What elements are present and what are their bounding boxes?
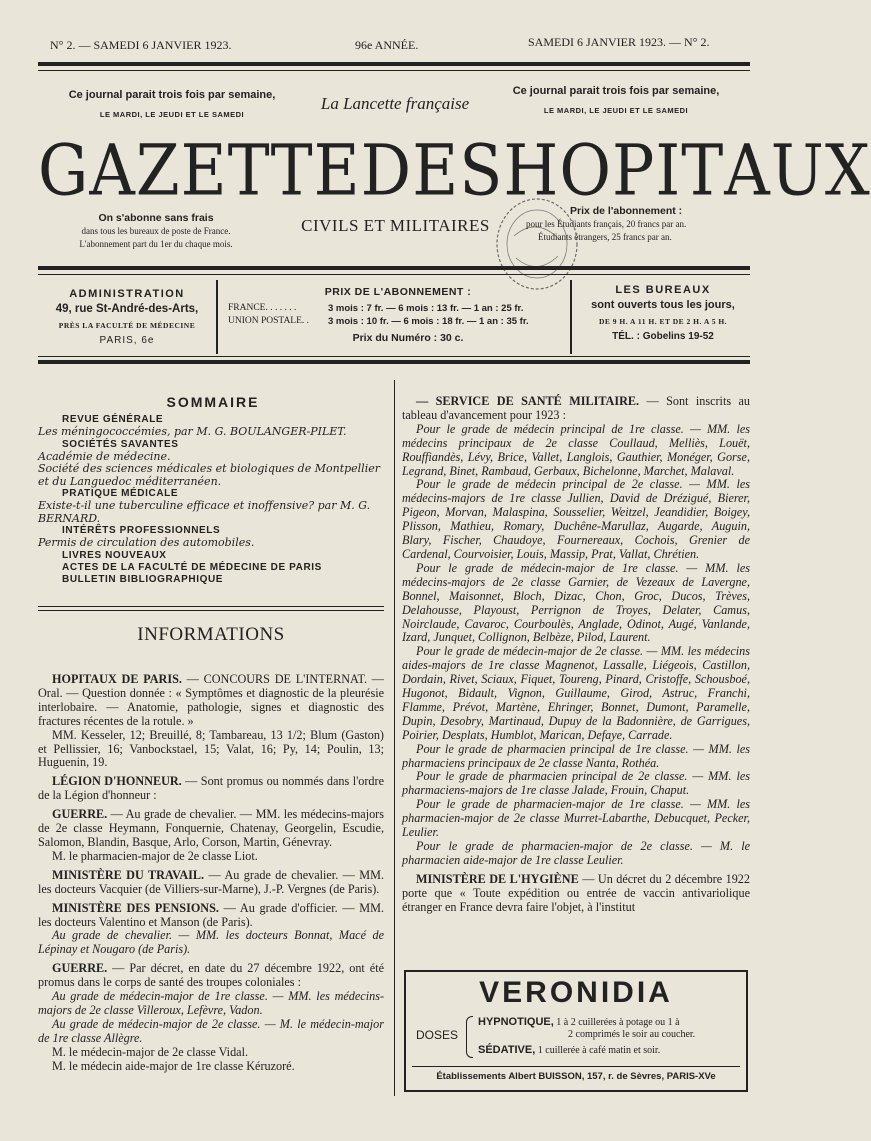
- right-notice-line-1: Ce journal parait trois fois par semaine,: [512, 85, 720, 97]
- subscription-line-3: L'abonnement part du 1er du chaque mois.: [79, 239, 233, 249]
- informations-rule-2: [38, 610, 384, 611]
- paragraph-lead: GUERRE.: [52, 961, 108, 976]
- sommaire-heading: ACTES DE LA FACULTÉ DE MÉDECINE DE PARIS: [62, 561, 322, 573]
- paragraph: [402, 478, 750, 561]
- subscription-line-1: On s'abonne sans frais: [98, 212, 214, 224]
- paragraph-lead: — SERVICE DE SANTÉ MILITAIRE.: [416, 394, 640, 408]
- paragraph: [402, 743, 750, 771]
- sommaire-heading: REVUE GÉNÉRALE: [62, 414, 164, 425]
- sommaire-entry: Existe-t-il une tuberculine efficace et inoffensive? par M. G. BERNARD.: [38, 499, 371, 525]
- sommaire-list: [38, 414, 388, 586]
- masthead-letter: D: [360, 129, 413, 212]
- paragraph: [402, 840, 750, 868]
- numero-price: Prix du Numéro : 30 c.: [352, 332, 464, 344]
- masthead-letter: X: [824, 129, 871, 212]
- sommaire-entry: Permis de circulation des automobiles.: [38, 536, 255, 549]
- paragraph-text: Au grade de médecin-major de 1re classe. — MM. les médecins-majors de 2e classe Villeroux, Lefèvre, Vadon.: [38, 989, 384, 1017]
- issue-line-right: SAMEDI 6 JANVIER 1923. — N° 2.: [528, 35, 710, 49]
- subscription-info: [46, 212, 266, 251]
- paragraph-lead: MINISTÈRE DU TRAVAIL.: [52, 867, 205, 882]
- masthead-letter: G: [38, 129, 90, 212]
- masthead-letter: T: [227, 129, 271, 212]
- admin-title: ADMINISTRATION: [69, 288, 185, 300]
- paragraph-lead: GUERRE.: [52, 807, 108, 822]
- admin-rule-top-thick: [38, 266, 750, 270]
- sommaire-heading: PRATIQUE MÉDICALE: [62, 488, 179, 499]
- paragraph: [402, 645, 750, 742]
- sommaire-entry: Société des sciences médicales et biologiques de Montpellier et du Languedoc méditerranéen.: [38, 462, 380, 488]
- paragraph-text: Pour le grade de médecin-major de 1re classe. — MM. les médecins-majors de 2e classe Garnier, de Vezeaux de Lavergne, Bonnel, Maisonnet, Bloch, Dizac, Chon, Groc, Ducos, Trèves, Delahousse, Playoust, Perrignon de Troyes, Delater, Camus, Noirclaude, Cavaroc, Courboulès, Anglade, Odinot, Augé, Vanlande, Izard, Junquet, Collignon, Belbèze, Pilod, Laurent.: [402, 560, 750, 645]
- tagline: La Lancette française: [320, 94, 470, 113]
- bureaux-line-1: sont ouverts tous les jours,: [591, 299, 735, 311]
- masthead-letter: H: [503, 129, 560, 212]
- paragraph-text: Pour le grade de pharmacien-major de 1re classe. — MM. les pharmacien-major de 2e classe Murret-Labarthe, Debucquet, Pecker, Leulier.: [402, 797, 750, 840]
- france-label: FRANCE. . . . . . .: [228, 303, 297, 313]
- paragraph-text: Au grade de chevalier. — MM. les docteurs Bonnat, Macé de Lépinay et Nougaro (de Paris).: [38, 928, 384, 957]
- sommaire-heading: SOCIÉTÉS SAVANTES: [62, 438, 179, 450]
- admin-rule-bottom-thick: [38, 360, 750, 364]
- masthead-letter: O: [559, 129, 612, 212]
- paragraph: [38, 902, 384, 930]
- paragraph: [38, 962, 384, 990]
- paragraph-text: M. le médecin aide-major de 1re classe Kéruzoré.: [52, 1058, 295, 1073]
- paragraph-text: — Par décret, en date du 27 décembre 1922, ont été promus dans le corps de santé des troupes coloniales :: [38, 961, 384, 990]
- paragraph-text: — Sont promus ou nommés dans l'ordre de la Légion d'honneur :: [38, 774, 384, 803]
- masthead-letter: A: [724, 129, 771, 212]
- paragraph: [402, 798, 750, 840]
- paragraph-text: — Au grade de chevalier. — MM. les docteurs Vacquier (de Villiers-sur-Marne), J.-P. Vergnes (de Paris).: [38, 867, 385, 896]
- masthead-letter: E: [412, 129, 460, 212]
- admin-city: PARIS, 6e: [99, 335, 155, 346]
- sommaire-entry: Académie de médecine.: [38, 449, 171, 463]
- masthead-letter: S: [459, 129, 504, 212]
- ad-divider: [412, 1066, 740, 1067]
- sommaire-heading: BULLETIN BIBLIOGRAPHIQUE: [62, 573, 224, 585]
- administration-block: [42, 288, 212, 347]
- price-line-1: pour les Étudiants français, 20 francs par an.: [526, 219, 687, 229]
- paragraph: [402, 770, 750, 798]
- right-column-text: [402, 390, 750, 915]
- masthead-letter: T: [270, 129, 314, 212]
- paragraph: [38, 1060, 384, 1074]
- admin-rule-bottom-thin: [38, 356, 750, 357]
- issue-line-left: N° 2. — SAMEDI 6 JANVIER 1923.: [50, 38, 232, 52]
- paragraph-text: Pour le grade de pharmacien-major de 2e classe. — M. le pharmacien aide-major de 1re classe Leulier.: [402, 839, 750, 867]
- ad-hyp-text-2: 2 comprimés le soir au coucher.: [568, 1029, 696, 1040]
- paragraph-text: Pour le grade de médecin-major de 2e classe. — MM. les médecins aides-majors de 1re classe Magnenot, Lassalle, Liégeois, Castillon, Dordain, Rivet, Sciaux, Fiquet, Toureng, Pinard, Cristoffe, Schousboé, Hugonot, Bidault, Vignon, Guillaume, Girod, Astruc, Franchi, Flamme, Prévot, Martène, Ehringer, Bonnet, Dumont, Paramelle, Dupin, Desobry, Martinaud, Dupuy de la Badonnière, de Garrigues, Poirier, Desplats, Humblot, Marican, Defaye, Carrade.: [402, 644, 750, 742]
- paragraph: [38, 1046, 384, 1060]
- column-divider: [394, 380, 395, 1096]
- paragraph: [38, 1018, 384, 1046]
- paragraph-text: Au grade de médecin-major de 2e classe. — M. le médecin-major de 1re classe Allègre.: [38, 1016, 384, 1045]
- ad-hyp-text-1: 1 à 2 cuillerées à potage ou 1 à: [556, 1017, 680, 1028]
- paragraph: [38, 808, 384, 850]
- sommaire-heading: INTÉRÊTS PROFESSIONNELS: [62, 525, 221, 536]
- sommaire-entry: Les méningococcémies, par M. G. BOULANGER-PILET.: [38, 425, 347, 438]
- right-notice: [500, 84, 732, 118]
- paragraph-text: — Au grade d'officier. — MM. les docteurs Valentino et Manson (de Paris).: [38, 900, 385, 929]
- paragraph: [402, 395, 750, 423]
- informations-title: INFORMATIONS: [137, 624, 285, 645]
- admin-near: PRÈS LA FACULTÉ DE MÉDECINE: [58, 321, 196, 330]
- price-title: Prix de l'abonnement :: [570, 205, 683, 217]
- paragraph: [402, 873, 750, 915]
- admin-rule-top-thin: [38, 274, 750, 275]
- france-rates: 3 mois : 7 fr. — 6 mois : 13 fr. — 1 an : 25 fr.: [328, 303, 524, 314]
- subtitle: CIVILS ET MILITAIRES: [301, 216, 490, 235]
- paragraph-text: — Au grade de chevalier. — MM. les médecins-majors de 2e classe Heymann, Fonquernie, Chatenay, Georgelin, Escudie, Salomon, Blandin, Basque, Arlo, Corson, Martin, Génevray.: [38, 807, 384, 849]
- paragraph: [402, 562, 750, 645]
- paragraph-text: M. le pharmacien-major de 2e classe Liot.: [52, 848, 258, 863]
- veronidia-advertisement: [404, 970, 748, 1092]
- left-column-text: [38, 668, 384, 1073]
- paragraph: [38, 729, 384, 771]
- admin-address: 49, rue St-André-des-Arts,: [55, 303, 199, 315]
- price-line-2: Étudiants étrangers, 25 francs par an.: [538, 232, 672, 242]
- price-info: [526, 205, 750, 244]
- admin-divider-1: [216, 280, 218, 354]
- paragraph: [38, 990, 384, 1018]
- paragraph-text: Pour le grade de médecin principal de 1re classe. — MM. les médecins principaux de 2e classe Coullaud, Melliès, Louët, Rouffiandès, Lévy, Brice, Vallet, Langlois, Gauthier, Monéger, Gorse, Legrand, Binet, Rambaud, Gerbaux, Bichelonne, Marchet, Malaval.: [402, 421, 750, 478]
- masthead-letter: I: [655, 129, 682, 212]
- ad-brand: VERONIDIA: [479, 976, 673, 1009]
- paragraph: [38, 850, 384, 864]
- bureaux-line-2: DE 9 H. A 11 H. ET DE 2 H. A 5 H.: [598, 317, 728, 326]
- paragraph-lead: LÉGION D'HONNEUR.: [52, 774, 182, 789]
- paragraph-lead: MINISTÈRE DE L'HYGIÈNE: [416, 871, 579, 886]
- paragraph: [38, 929, 384, 957]
- paragraph: [38, 673, 384, 729]
- ad-footer: Établissements Albert BUISSON, 157, r. de Sèvres, PARIS-XVe: [436, 1071, 716, 1082]
- paragraph: [38, 869, 384, 897]
- admin-divider-2: [570, 280, 572, 354]
- paragraph-text: — Un décret du 2 décembre 1922 porte que « Toute expédition ou entrée de vaccin antivariolique étranger en France devra faire l'objet, à l'institut: [402, 871, 750, 914]
- ad-dosage: [478, 1016, 742, 1057]
- masthead-letter: P: [611, 129, 656, 212]
- ad-sed-text: 1 cuillerée à café matin et soir.: [537, 1045, 661, 1056]
- prix-title: PRIX DE L'ABONNEMENT :: [324, 286, 472, 298]
- union-label: UNION POSTALE. .: [228, 316, 310, 326]
- top-rule-thick: [38, 62, 750, 66]
- masthead-letter: E: [313, 129, 361, 212]
- subscription-line-2: dans tous les bureaux de poste de France.: [81, 226, 231, 236]
- prix-block: [228, 286, 568, 344]
- bureaux-tel: TÉL. : Gobelins 19-52: [612, 331, 714, 342]
- paragraph: [402, 423, 750, 479]
- paragraph-lead: MINISTÈRE DES PENSIONS.: [52, 900, 219, 915]
- paragraph-lead: HOPITAUX DE PARIS.: [52, 672, 182, 686]
- paragraph-text: — CONCOURS DE L'INTERNAT. — Oral. — Question donnée : « Symptômes et diagnostic de la pleurésie interlobaire. — Anatomie, pathologie, signes et diagnostic des fractures récentes de la rotule. »: [38, 672, 384, 728]
- paragraph-text: M. le médecin-major de 2e classe Vidal.: [52, 1044, 249, 1059]
- left-notice-line-2: LE MARDI, LE JEUDI ET LE SAMEDI: [99, 110, 245, 119]
- right-notice-line-2: LE MARDI, LE JEUDI ET LE SAMEDI: [543, 106, 689, 115]
- bureaux-block: [576, 284, 750, 343]
- ad-brace: [466, 1016, 473, 1058]
- paragraph-text: Pour le grade de pharmacien principal de 1re classe. — MM. les pharmaciens principaux de 2e classe Nanta, Rothéa.: [402, 741, 750, 770]
- paragraph-text: — Sont inscrits au tableau d'avancement pour 1923 :: [402, 394, 750, 422]
- sommaire-heading: LIVRES NOUVEAUX: [62, 549, 167, 561]
- issue-line-center: 96e ANNÉE.: [355, 38, 419, 52]
- france-row: [228, 303, 568, 314]
- masthead-letter: T: [681, 129, 725, 212]
- paragraph-text: Pour le grade de médecin principal de 2e classe. — MM. les médecins-majors de 1re classe Jullien, David de Drézigué, Bierer, Pigeon, Morvan, Malaspina, Sousselier, Weitzel, Jeandidier, Boigey, Plisson, Mathieu, Romary, Duchêne-Marullaz, Augarde, Auguin, Blary, Fischer, Chaudoye, Fournereaux, Cochois, Grenier de Cardenal, Courvoisier, Louis, Massip, Prat, Vallat, Chrétien.: [402, 477, 750, 561]
- masthead-letter: A: [89, 129, 136, 212]
- left-notice: [56, 88, 288, 122]
- ad-hyp-label: HYPNOTIQUE,: [478, 1016, 554, 1028]
- ad-doses: DOSES: [416, 1028, 459, 1042]
- top-rule-thin: [38, 70, 750, 71]
- left-notice-line-1: Ce journal parait trois fois par semaine,: [68, 89, 276, 101]
- masthead-letter: U: [770, 129, 825, 212]
- bureaux-title: LES BUREAUX: [615, 284, 711, 296]
- paragraph-text: Pour le grade de pharmacien principal de 2e classe. — MM. les pharmaciens-majors de 1re classe Jalade, Frouin, Chaput.: [402, 769, 750, 798]
- paragraph-text: MM. Kesseler, 12; Breuillé, 8; Tambareau, 13 1/2; Blum (Gaston) et Pellissier, 16; Vanbockstael, 15; Valat, 16; Py, 14; Poulin, 13; Huguenin, 19.: [38, 727, 384, 770]
- masthead-letter: Z: [135, 129, 181, 212]
- informations-rule-1: [38, 606, 384, 607]
- ad-sed-label: SÉDATIVE,: [478, 1044, 536, 1056]
- masthead-letter: E: [180, 129, 228, 212]
- sommaire-title: SOMMAIRE: [166, 394, 260, 410]
- union-row: [228, 316, 568, 327]
- paragraph: [38, 775, 384, 803]
- union-rates: 3 mois : 10 fr. — 6 mois : 18 fr. — 1 an : 35 fr.: [328, 316, 529, 327]
